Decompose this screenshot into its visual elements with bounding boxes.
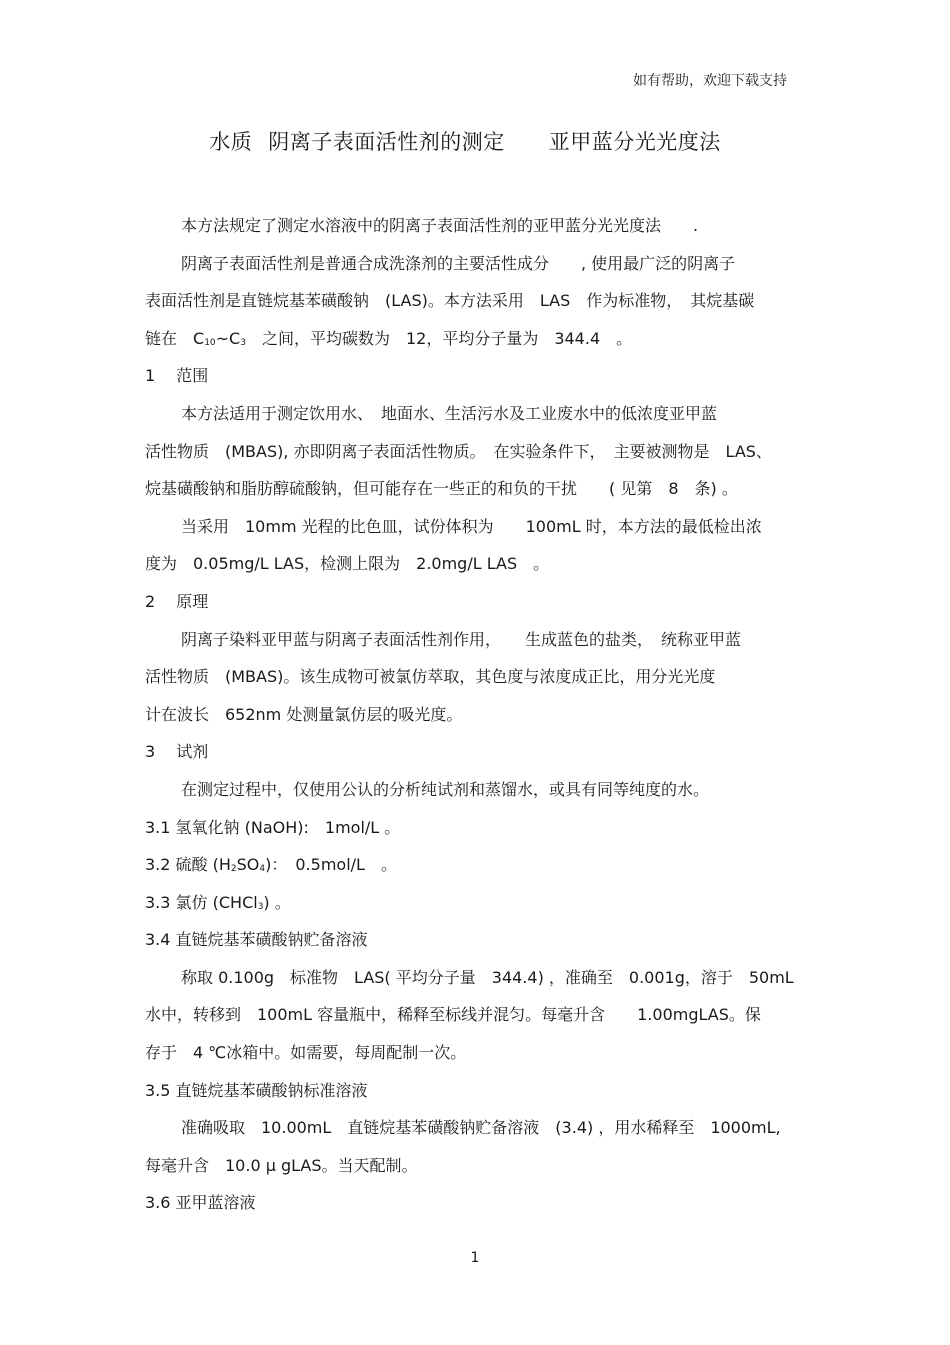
page-number: 1 [470, 1250, 480, 1266]
item-3-1: 3.1 氢氧化钠 (NaOH): 1mol/L 。 [145, 817, 401, 837]
section-1-line-1: 本方法适用于测定饮用水、 地面水、生活污水及工业废水中的低浓度亚甲蓝 [181, 403, 718, 423]
section-2-line-2: 活性物质 (MBAS)。该生成物可被氯仿萃取，其色度与浓度成正比，用分光光度 [145, 667, 716, 687]
item-3-2: 3.2 硫酸 (H2SO4)： 0.5mol/L 。 [145, 855, 397, 875]
item-3-5-line-1: 准确吸取 10.00mL 直链烷基苯磺酸钠贮备溶液 (3.4) ，用水稀释至 1000mL, [181, 1118, 781, 1138]
intro-line-2: 阴离子表面活性剂是普通合成洗涤剂的主要活性成分 , 使用最广泛的阴离子 [181, 253, 736, 273]
document-body [145, 207, 810, 1222]
item-3-4-line-3: 存于 4 ℃冰箱中。如需要，每周配制一次。 [145, 1043, 467, 1063]
item-3-4-line-2: 水中，转移到 100mL 容量瓶中，稀释至标线并混匀。每毫升含 1.00mgLAS。保 [145, 1005, 761, 1025]
title-part-3: 亚甲蓝分光光度法 [548, 130, 721, 154]
section-1-line-2: 活性物质 (MBAS), 亦即阴离子表面活性物质。 在实验条件下， 主要被测物是 LAS、 [145, 441, 772, 461]
section-3-line-1: 在测定过程中，仅使用公认的分析纯试剂和蒸馏水，或具有同等纯度的水。 [181, 779, 710, 799]
header-note: 如有帮助，欢迎下载支持 [633, 73, 787, 89]
title-part-1: 水质 [209, 130, 253, 154]
section-2-line-3: 计在波长 652nm 处测量氯仿层的吸光度。 [145, 704, 463, 724]
section-2-line-1: 阴离子染料亚甲蓝与阴离子表面活性剂作用， 生成蓝色的盐类， 统称亚甲蓝 [181, 629, 742, 649]
document-title [0, 126, 930, 156]
intro-line-4: 链在 C10~C3 之间，平均碳数为 12，平均分子量为 344.4 。 [145, 328, 633, 348]
section-1-heading: 1 范围 [145, 366, 209, 386]
item-3-5-line-2: 每毫升含 10.0 μ gLAS。当天配制。 [145, 1155, 418, 1175]
title-part-2: 阴离子表面活性剂的测定 [268, 130, 505, 154]
item-3-6: 3.6 亚甲蓝溶液 [145, 1193, 256, 1213]
section-3-heading: 3 试剂 [145, 742, 209, 762]
intro-line-1: 本方法规定了测定水溶液中的阴离子表面活性剂的亚甲蓝分光光度法 . [181, 216, 699, 235]
section-1-line-5: 度为 0.05mg/L LAS，检测上限为 2.0mg/L LAS 。 [145, 554, 550, 574]
item-3-4-line-1: 称取 0.100g 标准物 LAS( 平均分子量 344.4) ，准确至 0.001g，溶于 50mL [181, 967, 794, 987]
section-1-line-4: 当采用 10mm 光程的比色皿，试份体积为 100mL 时，本方法的最低检出浓 [181, 516, 762, 536]
section-1-line-3: 烷基磺酸钠和脂肪醇硫酸钠，但可能存在一些正的和负的干扰 ( 见第 8 条) 。 [145, 479, 738, 499]
section-2-heading: 2 原理 [145, 591, 209, 611]
item-3-3: 3.3 氯仿 (CHCl3) 。 [145, 892, 291, 912]
item-3-5: 3.5 直链烷基苯磺酸钠标准溶液 [145, 1080, 368, 1100]
item-3-4: 3.4 直链烷基苯磺酸钠贮备溶液 [145, 930, 368, 950]
intro-line-3: 表面活性剂是直链烷基苯磺酸钠 (LAS)。本方法采用 LAS 作为标准物， 其烷基碳 [145, 291, 755, 311]
